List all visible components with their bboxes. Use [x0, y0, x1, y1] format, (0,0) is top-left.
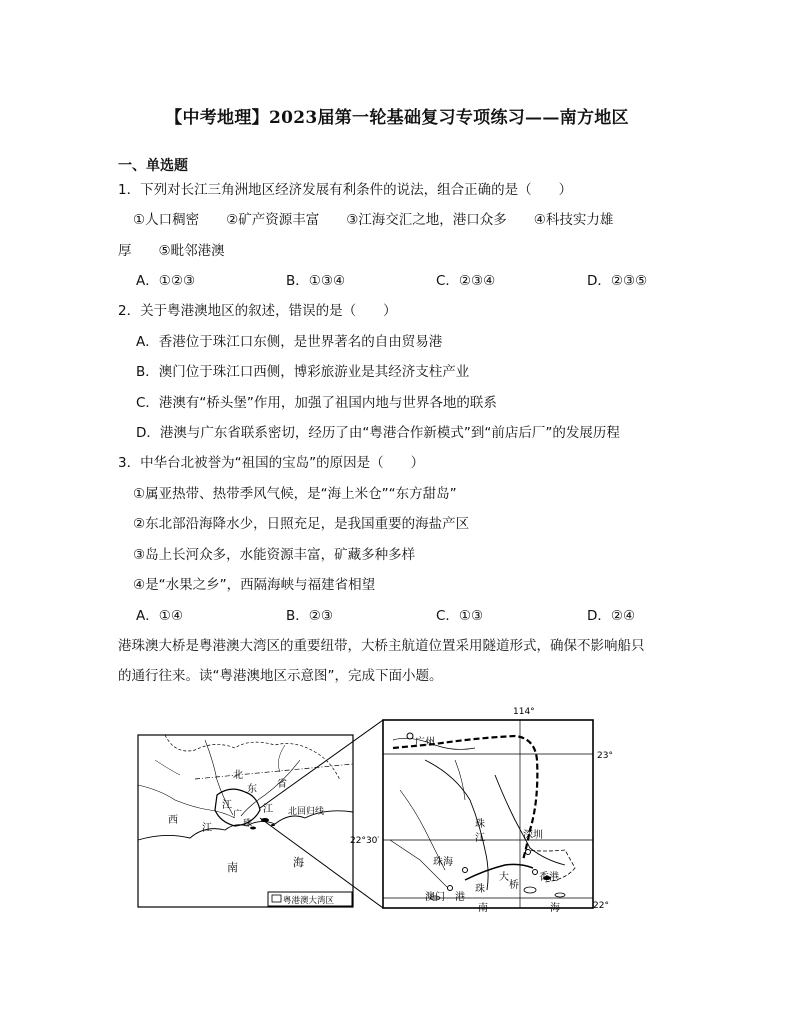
q3-statement-4: ④是“水果之乡”，西隔海峡与福建省相望	[133, 577, 376, 593]
legend-label: 粤港澳大湾区	[283, 896, 335, 906]
label-zhu-river: 珠	[475, 819, 485, 830]
label-jiang-west: 江	[202, 823, 212, 834]
label-guang: 广	[233, 810, 243, 820]
q2-choice-b: B．澳门位于珠江口西侧，博彩旅游业是其经济支柱产业	[136, 364, 470, 380]
label-shenzhen: 深圳	[523, 830, 543, 841]
label-gang: 港	[455, 892, 465, 903]
q2-choice-d: D．港澳与广东省联系密切，经历了由“粤港合作新模式”到“前店后厂”的发展历程	[136, 425, 620, 441]
section-heading: 一、单选题	[118, 158, 188, 174]
q3-statement-1: ①属亚热带、热带季风气候，是“海上米仓”“东方甜岛”	[133, 486, 457, 502]
q1-option-c: C．②③④	[436, 273, 496, 289]
q3-statement-2: ②东北部沿海降水少，日照充足，是我国重要的海盐产区	[133, 516, 470, 532]
label-zhu-bridge: 珠	[475, 884, 485, 895]
q2-choice-a: A．香港位于珠江口东侧，是世界著名的自由贸易港	[136, 334, 443, 350]
q1-stem: 1．下列对长江三角洲地区经济发展有利条件的说法，组合正确的是（ ）	[118, 182, 573, 198]
document-title: 【中考地理】2023届第一轮基础复习专项练习——南方地区	[165, 108, 629, 128]
q2-stem: 2．关于粤港澳地区的叙述，错误的是（ ）	[118, 303, 397, 319]
label-bei: 北	[233, 770, 243, 781]
q1-statements-line1: ①人口稠密 ②矿产资源丰富 ③江海交汇之地，港口众多 ④科技实力雄	[133, 212, 614, 228]
map-svg	[135, 700, 615, 925]
overview-map	[138, 735, 353, 907]
label-lat22-30: 22°30′	[350, 836, 380, 846]
label-nan: 南	[227, 861, 238, 874]
q3-option-a: A．①④	[136, 608, 183, 624]
map-figure	[135, 700, 615, 925]
q3-option-d: D．②④	[587, 608, 636, 624]
q1-option-a: A．①②③	[136, 273, 196, 289]
label-hai-sea: 海	[550, 903, 560, 914]
label-lon114: 114°	[513, 707, 535, 717]
q1-option-d: D．②③⑤	[587, 273, 648, 289]
detail-map	[350, 707, 613, 914]
passage-line1: 港珠澳大桥是粤港澳大湾区的重要纽带，大桥主航道位置采用隧道形式，确保不影响船只	[118, 638, 645, 654]
label-xianggang: 香港	[539, 872, 559, 883]
q3-statement-3: ③岛上长河众多，水能资源丰富，矿藏多种多样	[133, 547, 416, 563]
label-jiang-east: 江	[263, 804, 273, 815]
label-qiao: 桥	[509, 880, 519, 891]
q2-choice-c: C．港澳有“桥头堡”作用，加强了祖国内地与世界各地的联系	[136, 395, 497, 411]
q3-stem: 3．中华台北被誉为“祖国的宝岛”的原因是（ ）	[118, 455, 425, 471]
label-zhu: 珠	[243, 819, 253, 829]
label-lat23: 23°	[597, 751, 613, 761]
label-hai: 海	[293, 856, 304, 869]
label-guangzhou: 广州	[415, 737, 435, 748]
label-tropic: 北回归线	[288, 807, 325, 817]
label-zhuhai: 珠海	[433, 857, 453, 868]
label-aomen: 澳门	[425, 892, 445, 903]
label-dong: 东	[247, 784, 257, 795]
q3-option-c: C．①③	[436, 608, 484, 624]
label-lat22: 22°	[593, 901, 609, 911]
label-da: 大	[499, 872, 509, 883]
label-jiang-north: 江	[222, 800, 232, 811]
q3-option-b: B．②③	[286, 608, 333, 624]
label-sheng: 省	[277, 779, 287, 790]
passage-line2: 的通行往来。读“粤港澳地区示意图”，完成下面小题。	[118, 668, 443, 684]
label-jiang-river: 江	[475, 833, 485, 844]
label-nan-sea: 南	[478, 903, 488, 914]
q1-statements-line2: 厚 ⑤毗邻港澳	[118, 243, 225, 259]
label-xi: 西	[168, 815, 178, 826]
q1-option-b: B．①③④	[286, 273, 346, 289]
